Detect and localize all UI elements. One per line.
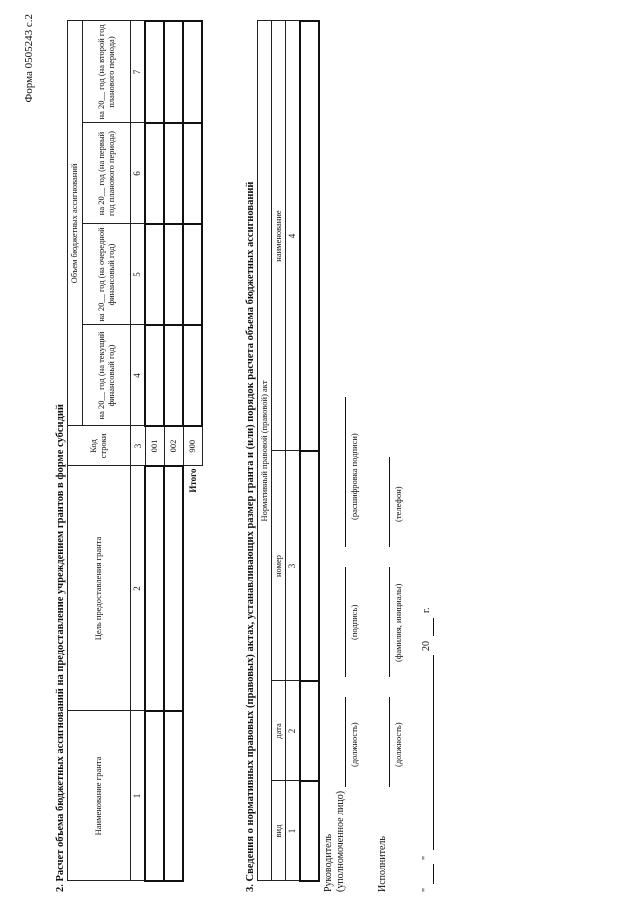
col-index: 4 <box>286 21 301 451</box>
cell-total-amount[interactable] <box>183 21 202 123</box>
cell-grant-name[interactable] <box>145 711 164 881</box>
col-index: 3 <box>131 426 146 466</box>
header-line-code: Код строки <box>68 426 131 466</box>
cell-total-amount[interactable] <box>183 224 202 325</box>
date-month-line[interactable] <box>433 655 434 850</box>
table-row <box>300 21 319 881</box>
head-label-sub: (уполномоченное лицо) <box>335 790 346 892</box>
cell-amount[interactable] <box>164 123 183 224</box>
legal-acts-table <box>257 20 320 882</box>
cell-act-date[interactable] <box>300 681 319 781</box>
cell-amount[interactable] <box>145 224 164 325</box>
rotated-form-sheet <box>5 2 635 902</box>
cell-act-type[interactable] <box>300 781 319 881</box>
col-index: 2 <box>286 681 301 781</box>
section-2-title: 2. Расчет объема бюджетных ассигнований на предоставление учреждением грантов в форме субсидий <box>55 404 66 892</box>
cell-amount[interactable] <box>145 21 164 123</box>
col-index: 6 <box>131 123 146 224</box>
cell-amount[interactable] <box>145 123 164 224</box>
header-year-current: на 20__ год (на текущий финансовый год) <box>83 325 131 426</box>
col-index: 1 <box>131 711 146 881</box>
col-index: 7 <box>131 21 146 123</box>
head-label: Руководитель <box>323 833 334 892</box>
header-act-number: номер <box>272 451 286 681</box>
total-row <box>183 21 202 881</box>
cell-total-amount[interactable] <box>183 325 202 426</box>
executor-phone-hint: (телефон) <box>393 486 403 522</box>
executor-fio-line[interactable] <box>389 567 390 677</box>
header-budget-volume: Объем бюджетных ассигнований <box>68 21 83 426</box>
cell-amount[interactable] <box>164 21 183 123</box>
head-position-hint: (должность) <box>349 722 359 767</box>
cell-grant-purpose[interactable] <box>145 466 164 711</box>
date-open-quote: " <box>421 887 432 892</box>
cell-total-amount[interactable] <box>183 123 202 224</box>
cell-line-code: 001 <box>145 426 164 466</box>
head-signature-hint: (подпись) <box>349 604 359 640</box>
section-3-title: 3. Сведения о нормативных правовых (правовых) актах, устанавливающих размер гранта и (или) порядок расчета объема бюджетных ассигнований <box>245 181 256 892</box>
header-year-next: на 20__ год (на очередной финансовый год) <box>83 224 131 325</box>
head-decode-line[interactable] <box>345 397 346 547</box>
header-year-second-plan: на 20__ год (на второй год планового периода) <box>83 21 131 123</box>
executor-label: Исполнитель <box>377 836 388 892</box>
col-index: 2 <box>131 466 146 711</box>
date-year-prefix: 20 <box>421 641 432 651</box>
table-row <box>145 21 164 881</box>
header-grant-name: Наименование гранта <box>68 711 131 881</box>
cell-amount[interactable] <box>164 224 183 325</box>
col-index: 1 <box>286 781 301 881</box>
executor-fio-hint: (фамилия, инициалы) <box>393 583 403 662</box>
cell-act-name[interactable] <box>300 21 319 451</box>
header-act-type: вид <box>272 781 286 881</box>
column-index-row <box>131 21 146 881</box>
column-index-row <box>286 21 301 881</box>
executor-position-line[interactable] <box>389 697 390 787</box>
head-position-line[interactable] <box>345 697 346 787</box>
cell-line-code: 002 <box>164 426 183 466</box>
executor-position-hint: (должность) <box>393 722 403 767</box>
total-line-code: 900 <box>183 426 202 466</box>
date-close-quote: " <box>421 855 432 860</box>
header-act-name: наименование <box>272 21 286 451</box>
cell-act-number[interactable] <box>300 451 319 681</box>
cell-grant-purpose[interactable] <box>164 466 183 711</box>
header-legal-act: Нормативный правовой (правовой) акт <box>258 21 272 881</box>
date-year-line[interactable] <box>433 618 434 636</box>
col-index: 5 <box>131 224 146 325</box>
executor-phone-line[interactable] <box>389 457 390 547</box>
cell-amount[interactable] <box>164 325 183 426</box>
header-year-first-plan: на 20__ год (на первый год планового периода) <box>83 123 131 224</box>
form-code: Форма 0505243 с.2 <box>23 14 35 103</box>
table-row <box>164 21 183 881</box>
cell-grant-name[interactable] <box>164 711 183 881</box>
head-decode-hint: (расшифровка подписи) <box>349 433 359 520</box>
col-index: 3 <box>286 451 301 681</box>
header-grant-purpose: Цель предоставления гранта <box>68 466 131 711</box>
date-year-suffix: г. <box>421 607 432 613</box>
cell-amount[interactable] <box>145 325 164 426</box>
total-label: Итого <box>187 468 198 493</box>
col-index: 4 <box>131 325 146 426</box>
date-day-line[interactable] <box>433 864 434 884</box>
grant-calculation-table <box>67 20 203 882</box>
header-act-date: дата <box>272 681 286 781</box>
head-signature-line[interactable] <box>345 567 346 677</box>
